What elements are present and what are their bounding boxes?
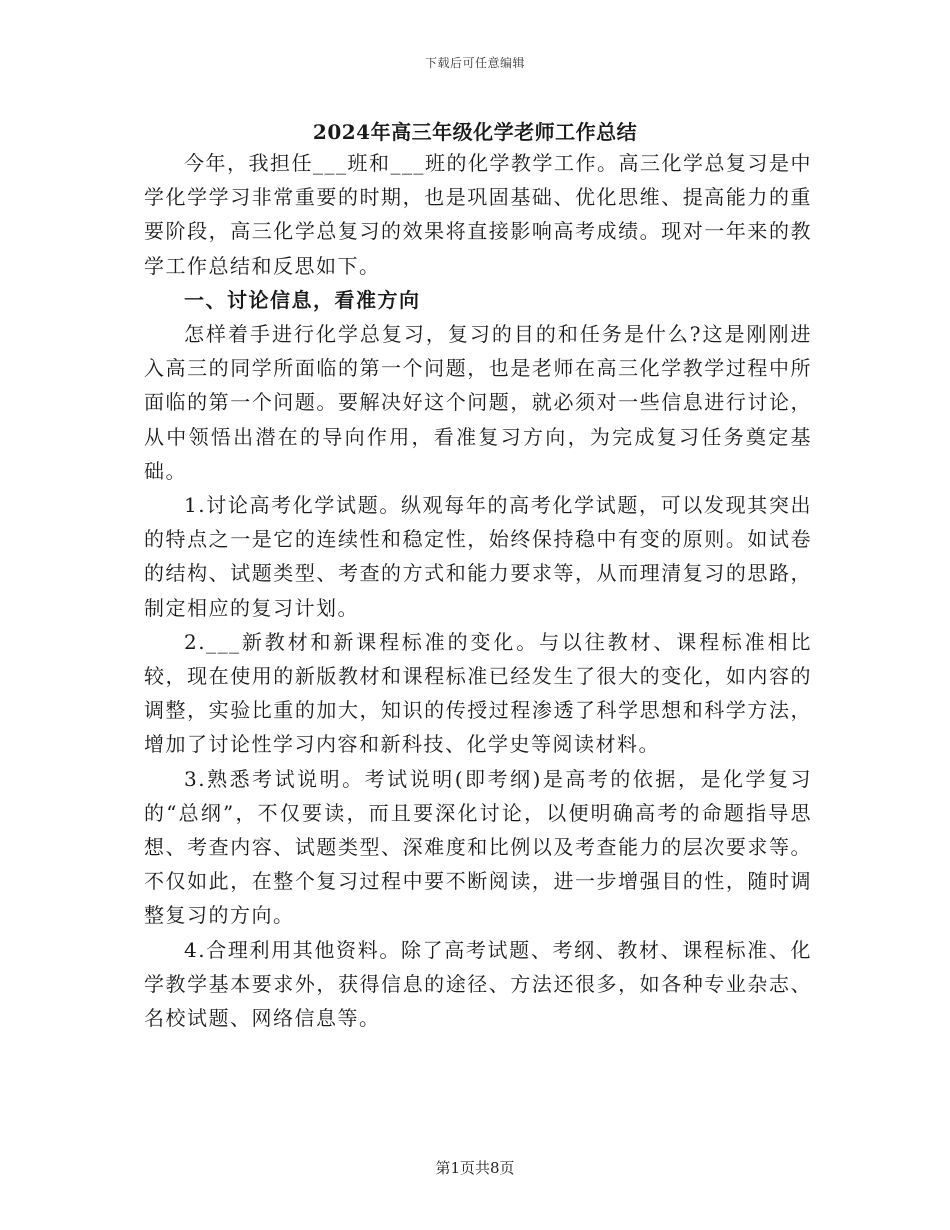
list-item-2: 2.___新教材和新课程标准的变化。与以往教材、课程标准相比较，现在使用的新版教材和课程标准已经发生了很大的变化，如内容的调整，实验比重的加大，知识的传授过程渗透了科学思想和科学方法，增加了讨论性学习内容和新科技、化学史等阅读材料。: [144, 629, 812, 757]
header-note: 下载后可任意编辑: [424, 56, 525, 70]
document-body: [144, 146, 812, 1035]
list-item-3: 3.熟悉考试说明。考试说明(即考纲)是高考的依据，是化学复习的“总纲”，不仅要读，而且要深化讨论，以便明确高考的命题指导思想、考查内容、试题类型、深难度和比例以及考查能力的层次要求等。不仅如此，在整个复习过程中要不断阅读，进一步增强目的性，随时调整复习的方向。: [144, 766, 812, 928]
intro-paragraph: 今年，我担任___班和___班的化学教学工作。高三化学总复习是中学化学学习非常重要的时期，也是巩固基础、优化思维、提高能力的重要阶段，高三化学总复习的效果将直接影响高考成绩。现对一年来的教学工作总结和反思如下。: [144, 151, 812, 278]
page-number: 第1页共8页: [435, 1159, 515, 1177]
document-title: 2024年高三年级化学老师工作总结: [312, 120, 638, 144]
list-item-4: 4.合理利用其他资料。除了高考试题、考纲、教材、课程标准、化学教学基本要求外，获得信息的途径、方法还很多，如各种专业杂志、名校试题、网络信息等。: [144, 937, 812, 1031]
section-heading: 一、讨论信息，看准方向: [184, 287, 421, 312]
body-paragraph: 怎样着手进行化学总复习，复习的目的和任务是什么?这是刚刚进入高三的同学所面临的第一个问题，也是老师在高三化学教学过程中所面临的第一个问题。要解决好这个问题，就必须对一些信息进行讨论，从中领悟出潜在的导向作用，看准复习方向，为完成复习任务奠定基础。: [144, 322, 812, 483]
list-item-1: 1.讨论高考化学试题。纵观每年的高考化学试题，可以发现其突出的特点之一是它的连续性和稳定性，始终保持稳中有变的原则。如试卷的结构、试题类型、考查的方式和能力要求等，从而理清复习的思路，制定相应的复习计划。: [144, 493, 812, 620]
